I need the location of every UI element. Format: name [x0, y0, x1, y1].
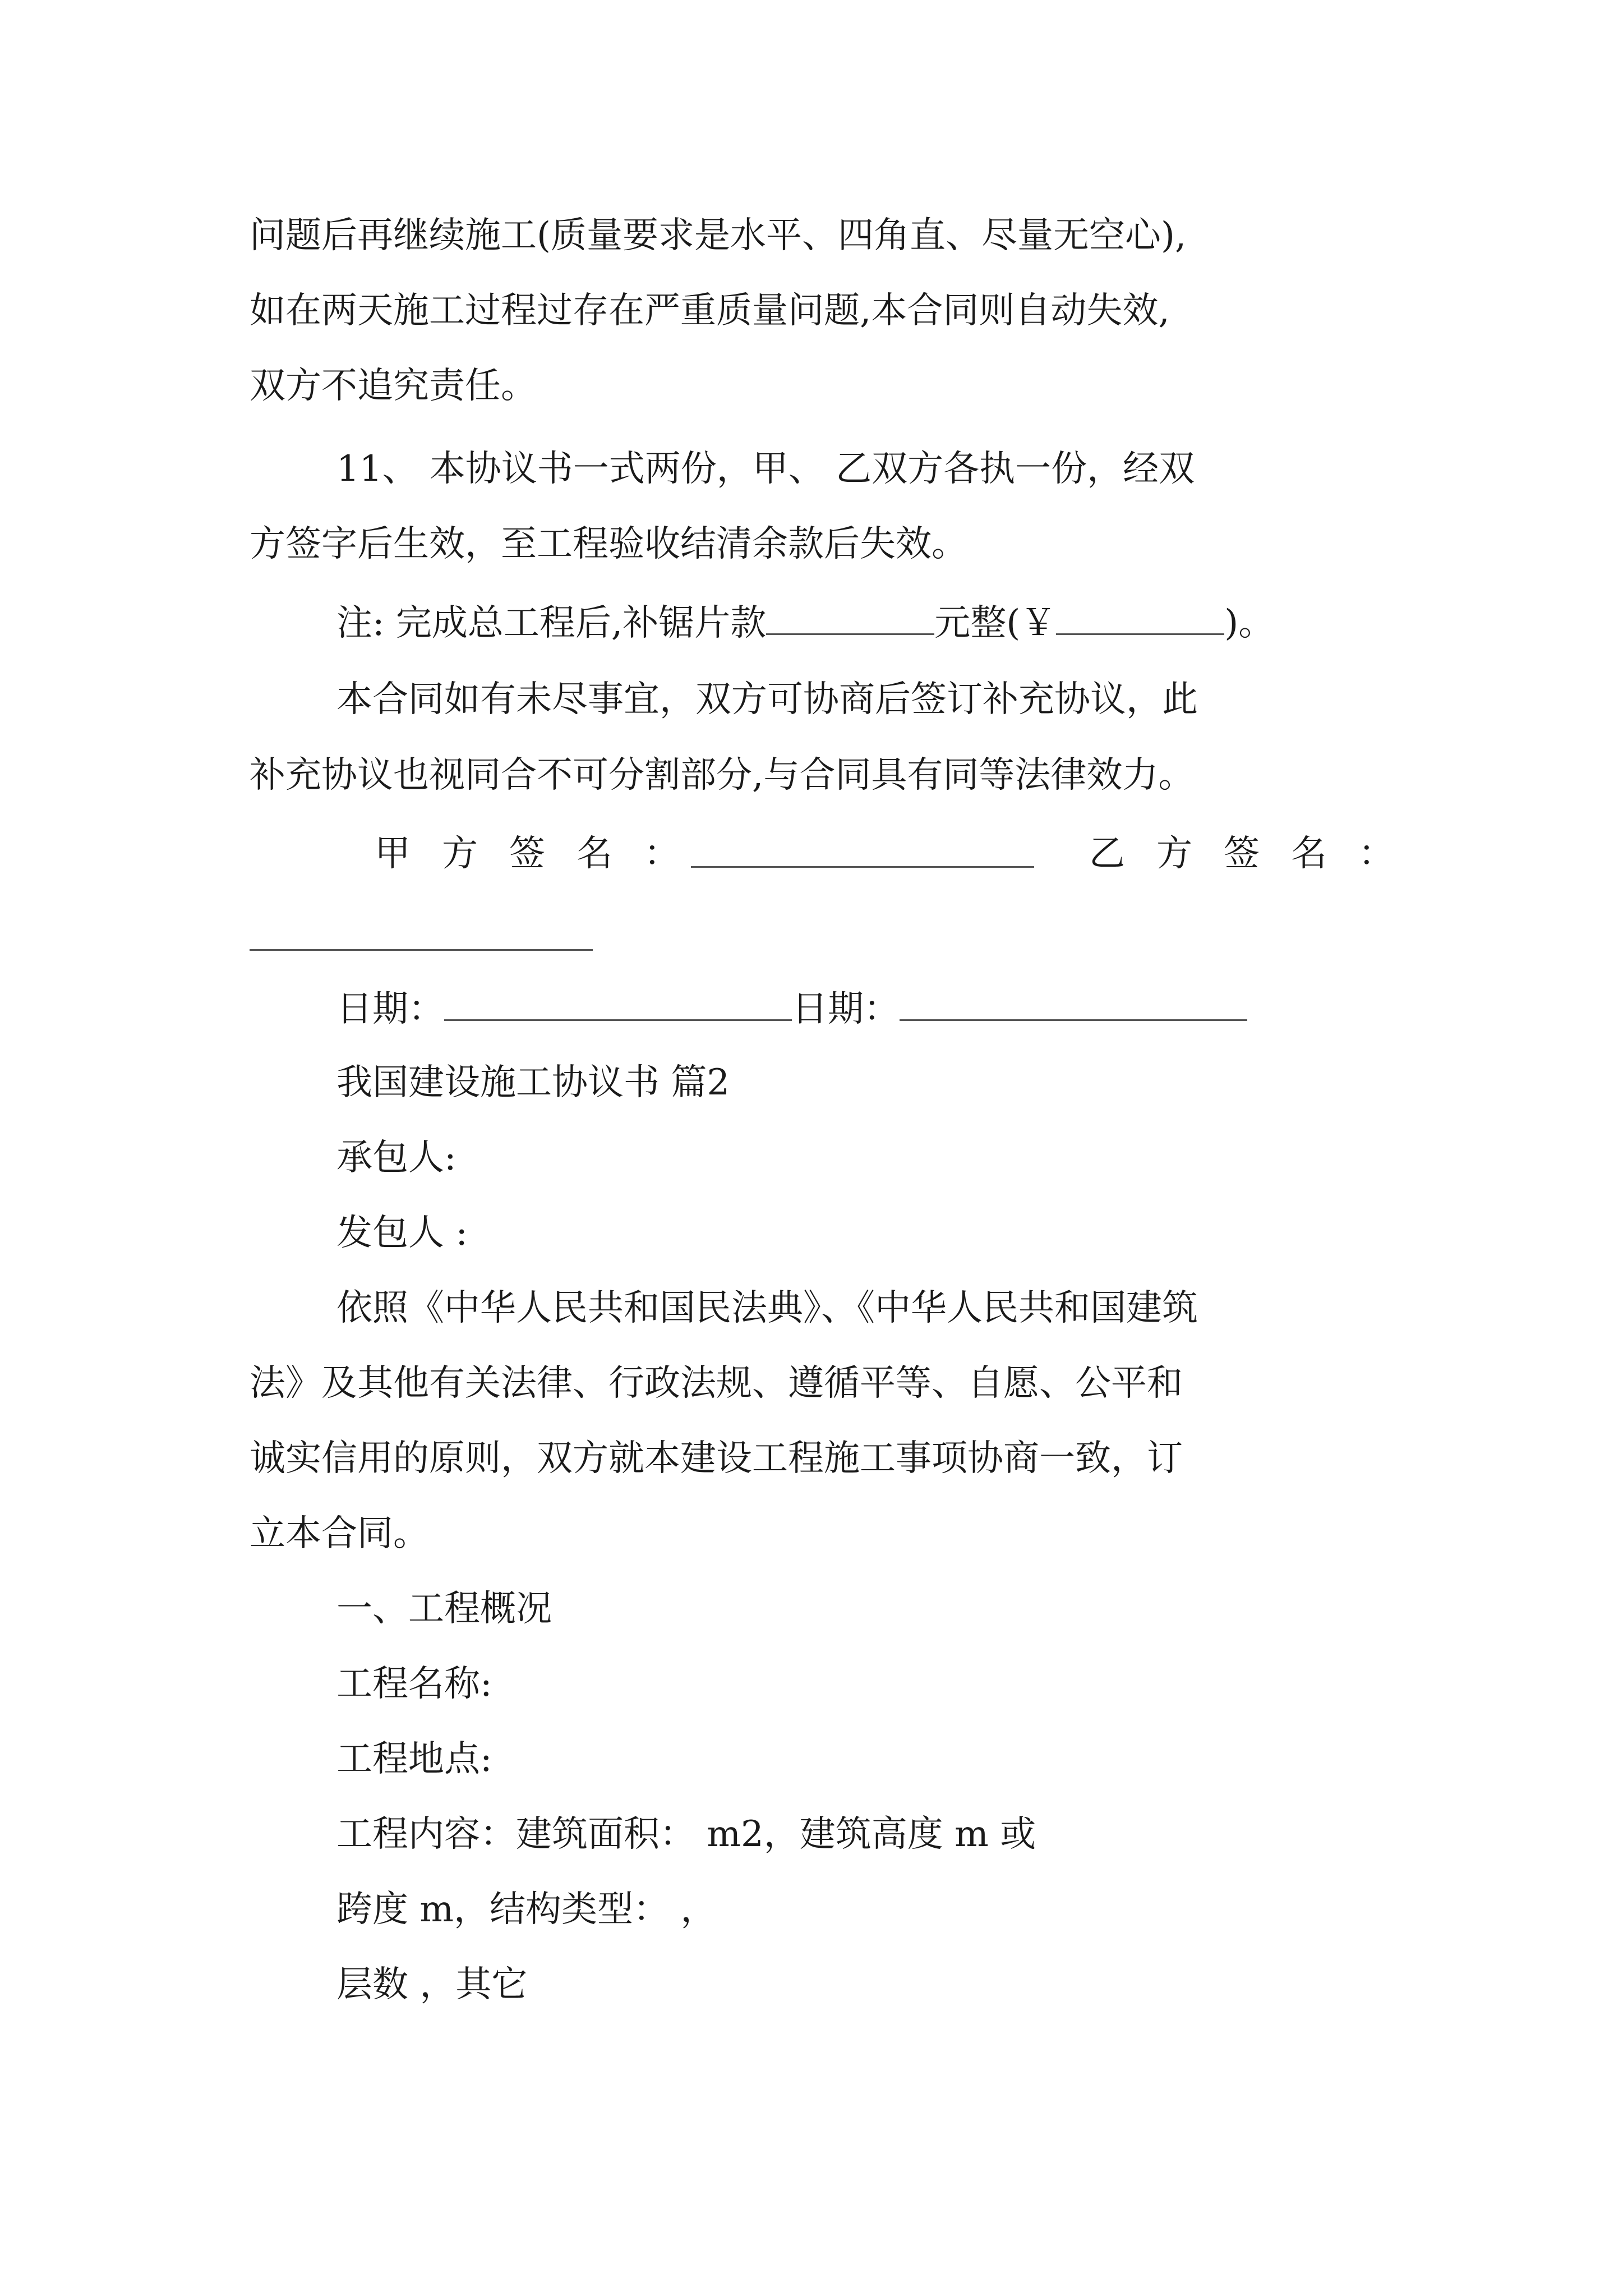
- basis-line: 诚实信用的原则，双方就本建设工程施工事项协商一致，订: [250, 1438, 1183, 1479]
- employer-label: 发包人 :: [336, 1212, 468, 1254]
- saw-blade-amount-blank: [766, 604, 934, 635]
- paragraph-line: 问题后再继续施工(质量要求是水平、四角直、尽量无空心),: [250, 215, 1187, 256]
- floors-line: 层数 ，其它: [336, 1964, 528, 2005]
- note-end-text: )。: [1224, 602, 1275, 644]
- project-name-label: 工程名称:: [336, 1663, 492, 1705]
- project-location-label: 工程地点:: [336, 1738, 492, 1780]
- date-line: [336, 988, 1247, 1030]
- basis-line: 立本合同。: [250, 1513, 429, 1554]
- paragraph-line: 双方不追究责任。: [250, 365, 537, 407]
- basis-line: 法》及其他有关法律、行政法规、遵循平等、自愿、公平和: [250, 1363, 1183, 1404]
- date-label-b: 日期：: [792, 988, 900, 1030]
- note-line: [336, 602, 1275, 644]
- clause-11-line: 11、 本协议书一式两份，甲、 乙双方各执一份，经双: [336, 448, 1195, 490]
- clause-11-line: 方签字后生效，至工程验收结清余款后失效。: [250, 523, 967, 565]
- date-blank-b: [900, 990, 1247, 1021]
- supplement-line: 本合同如有未尽事宜，双方可协商后签订补充协议，此: [336, 679, 1198, 720]
- party-b-signature-line: [250, 949, 593, 951]
- project-content-line: 工程内容：建筑面积： m2，建筑高度 m 或: [336, 1814, 1036, 1855]
- note-yuan-text: 元整(￥: [934, 602, 1057, 644]
- note-text: 注: 完成总工程后,补锯片款: [336, 602, 767, 644]
- paragraph-line: 如在两天施工过程过存在严重质量问题,本合同则自动失效,: [250, 290, 1170, 332]
- contractor-label: 承包人:: [336, 1137, 457, 1179]
- date-label-a: 日期：: [336, 988, 444, 1030]
- party-a-signature-label: 甲方签名：: [375, 833, 711, 875]
- rmb-amount-blank: [1056, 604, 1224, 635]
- basis-line: 依照《中华人民共和国民法典》、《中华人民共和国建筑: [336, 1287, 1198, 1329]
- date-blank-a: [444, 990, 792, 1021]
- party-a-signature-line: [691, 866, 1034, 868]
- party-b-signature-label: 乙方签名：: [1089, 833, 1426, 875]
- overview-heading: 一、工程概况: [336, 1588, 552, 1630]
- section-2-title: 我国建设施工协议书 篇2: [336, 1062, 730, 1103]
- span-line: 跨度 m，结构类型： ，: [336, 1889, 717, 1930]
- supplement-line: 补充协议也视同合不可分割部分,与合同具有同等法律效力。: [250, 754, 1195, 796]
